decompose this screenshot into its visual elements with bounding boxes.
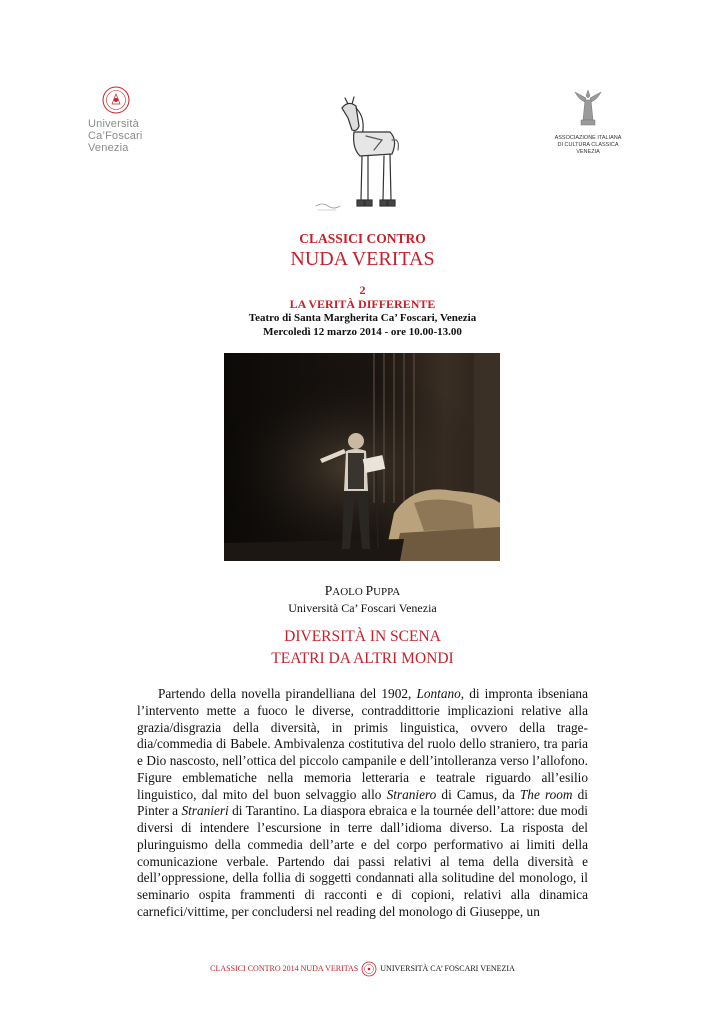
speaker-first-initial: P bbox=[324, 583, 333, 598]
footer-seal-icon bbox=[361, 961, 377, 977]
speaker-affiliation: Università Ca’ Foscari Venezia bbox=[288, 601, 437, 615]
abstract-italic-the-room: The room bbox=[519, 786, 573, 802]
abstract-text-3: di Camus, da bbox=[436, 786, 520, 802]
footer-left-text: CLASSICI CONTRO 2014 NUDA VERITAS bbox=[210, 963, 359, 973]
university-seal-icon bbox=[102, 86, 130, 114]
university-name-line-3: Venezia bbox=[88, 142, 129, 154]
university-logo bbox=[88, 86, 198, 154]
event-series: CLASSICI CONTRO bbox=[299, 231, 426, 246]
footer-right-text: UNIVERSITÀ CA’ FOSCARI VENEZIA bbox=[380, 963, 515, 973]
event-title: NUDA VERITAS bbox=[290, 248, 435, 270]
speaker-last-rest: UPPA bbox=[373, 586, 401, 598]
speaker-first-rest: AOLO bbox=[332, 586, 366, 598]
abstract-text-1: Partendo della novella pirandelliana del 1902, bbox=[158, 686, 417, 701]
abstract-text-2: , di impronta ibseniana l’intervento mette a fuoco le diverse, contraddittorie implicazioni relative alla grazia/disgrazia della diversità, in primis linguistica, ovvero della trage-dia/commedia di Babele. Ambivalenza costitutiva del ruolo dello straniero, tra paria e Dio nascosto, nell’ottica del piccolo campanile e dell’intolleranza verso l’allofono. Figure emblematiche nella memoria letteraria e teatrale riguardo all’esilio linguistico, dal mito del buon selvaggio allo bbox=[137, 686, 588, 802]
event-venue: Teatro di Santa Margherita Ca’ Foscari, Venezia bbox=[248, 312, 477, 324]
talk-title-line-2: TEATRI DA ALTRI MONDI bbox=[271, 650, 454, 667]
stage-photo bbox=[224, 353, 500, 561]
event-subtitle: LA VERITÀ DIFFERENTE bbox=[289, 297, 436, 311]
event-number: 2 bbox=[359, 283, 366, 297]
horse-sculpture-illustration bbox=[312, 96, 407, 220]
speaker-name bbox=[0, 583, 725, 599]
abstract-italic-straniero: Straniero bbox=[386, 786, 437, 802]
abstract-italic-stranieri: Stranieri bbox=[181, 803, 229, 819]
association-name-line-3: VENEZIA bbox=[576, 149, 600, 155]
abstract-paragraph bbox=[137, 686, 588, 921]
university-name-line-2: Ca’Foscari bbox=[88, 130, 143, 142]
talk-title-line-1: DIVERSITÀ IN SCENA bbox=[284, 628, 441, 645]
speaker-last-initial: P bbox=[365, 583, 374, 598]
winged-figure-icon bbox=[571, 86, 605, 130]
association-logo bbox=[548, 86, 628, 156]
association-name-line-2: DI CULTURA CLASSICA bbox=[557, 142, 619, 148]
university-name-line-1: Università bbox=[88, 118, 139, 130]
abstract-italic-lontano: Lontano bbox=[416, 686, 461, 701]
page-footer bbox=[0, 961, 725, 977]
association-name-line-1: ASSOCIAZIONE ITALIANA bbox=[554, 135, 622, 141]
abstract-text-5: di Tarantino. La diaspora ebraica e la tournée dell’attore: due modi diversi di intendere l’escursione in terre dall’idioma diverso. La risposta del pluringuismo della commedia dell’arte e del corpo performativo ai limiti della comunicazione verbale. Partendo dai passi relativi al tema della diversità e dell’oppressione, della follia di soggetti condannati alla solitudine del monologo, il seminario ospita frammenti di racconti e di copioni, relativi alla dinamica carnefici/vittime, per concludersi nel reading del monologo di Giuseppe, un bbox=[137, 803, 589, 919]
event-date: Mercoledì 12 marzo 2014 - ore 10.00-13.00 bbox=[263, 326, 462, 338]
abstract-text-4: di Pinter a bbox=[137, 786, 588, 819]
